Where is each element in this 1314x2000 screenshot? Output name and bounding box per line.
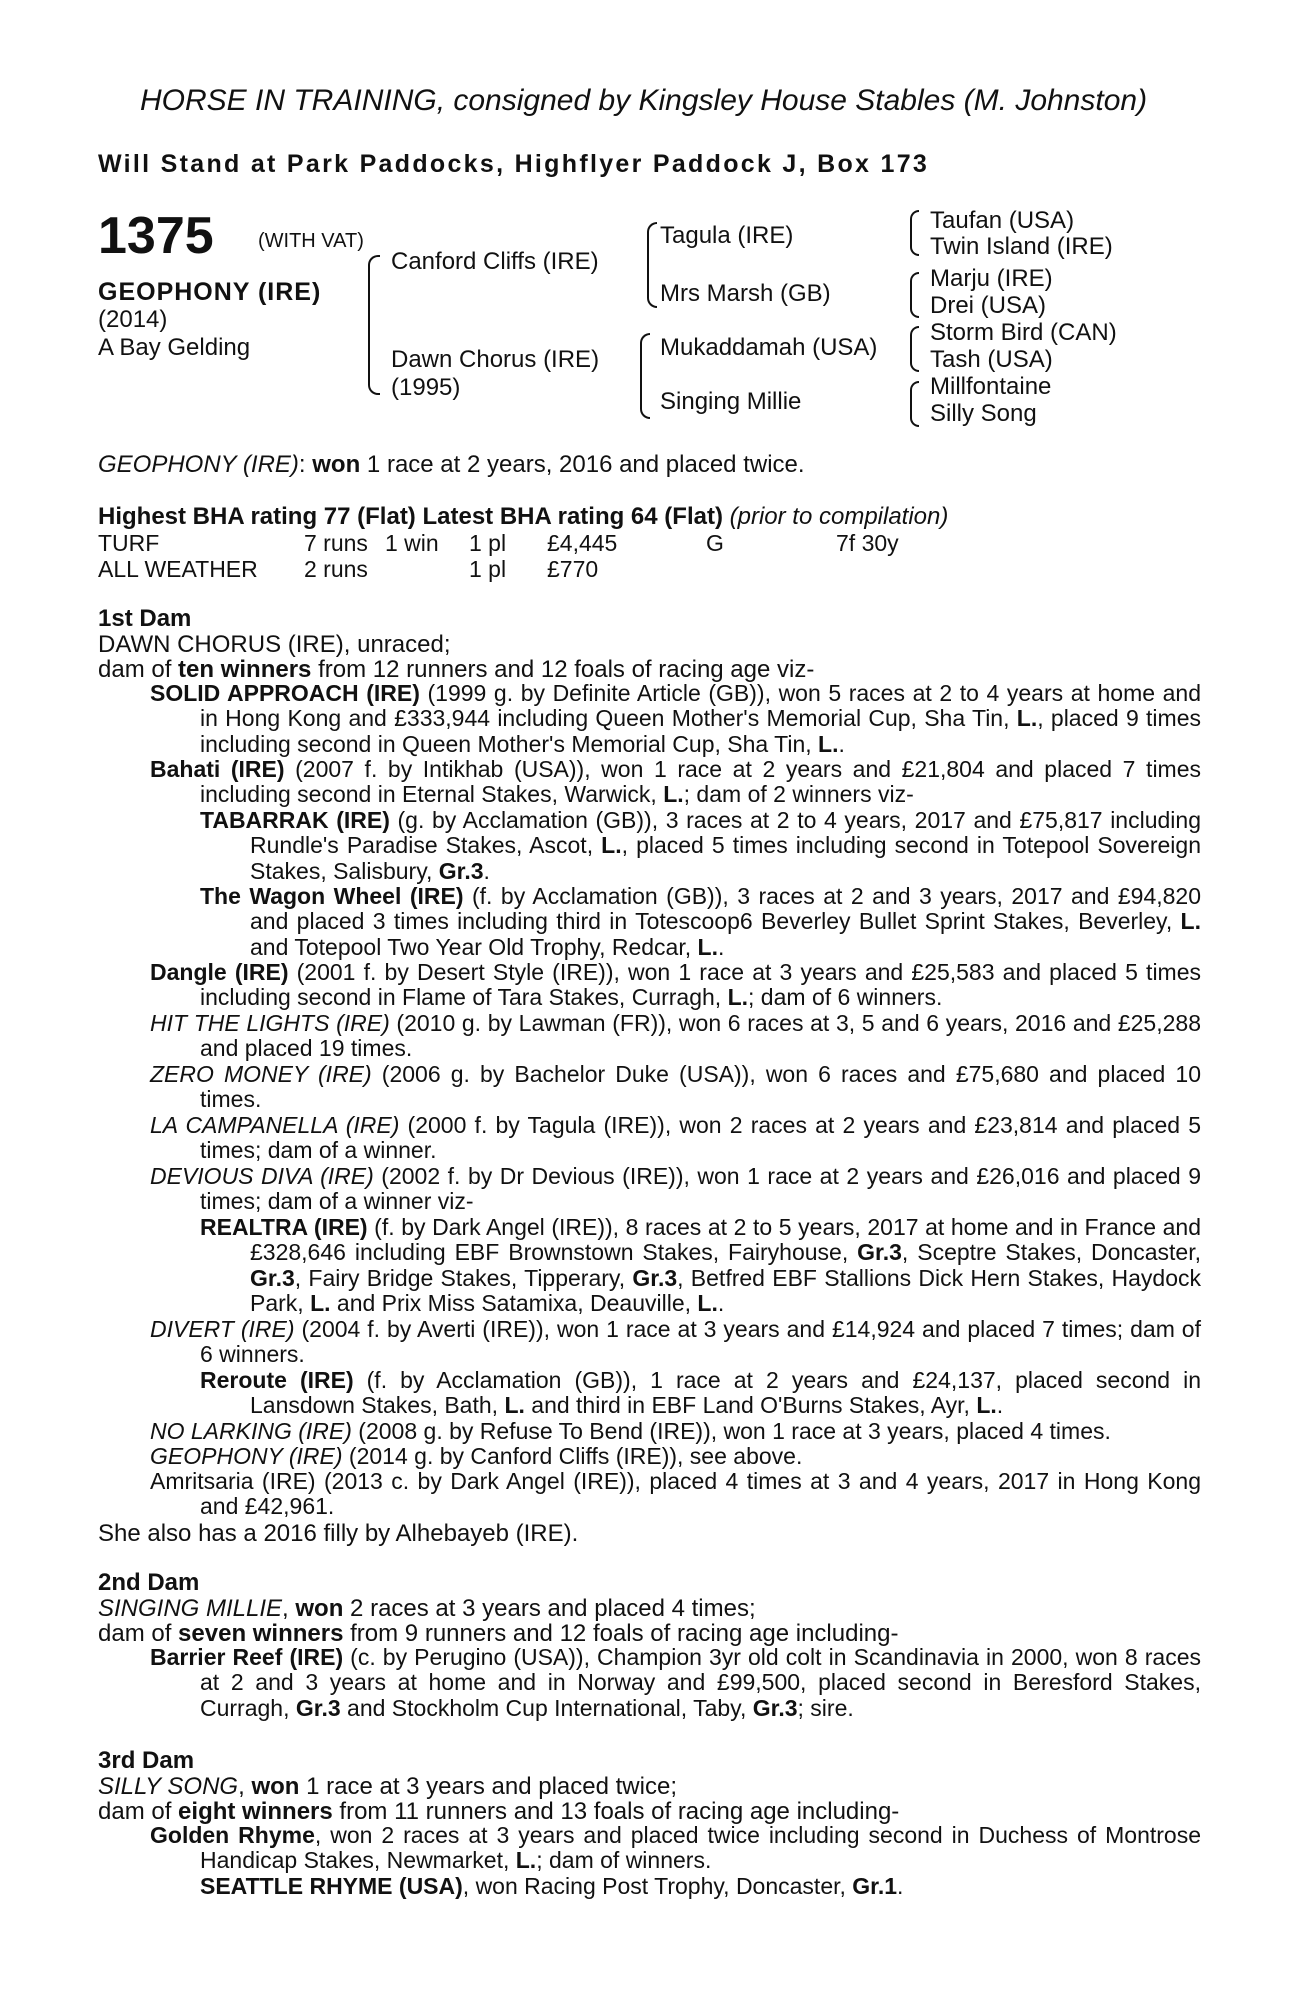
race-grade: L. — [663, 781, 684, 808]
entry-text: (2007 f. by Intikhab (USA)), won 1 race at 2 years and £21,804 and placed 7 times including second in Eternal Stakes, Warwick, — [200, 756, 1202, 808]
table-cell: ALL WEATHER — [98, 556, 258, 582]
entry-text: ; dam of 2 winners viz- — [683, 781, 914, 808]
third-dam-heading: 3rd Dam — [98, 1747, 195, 1774]
entry-text: ; dam of 6 winners. — [748, 984, 943, 1011]
entry-text: and Prix Miss Satamixa, Deauville, — [330, 1290, 698, 1317]
entry-text: (2010 g. by Lawman (FR)), won 6 races at 3, 5 and 6 years, 2016 and £25,288 and placed 19 times. — [200, 1010, 1201, 1062]
entry-hit-the-lights — [150, 1011, 1201, 1062]
sire-sire-dam: Twin Island (IRE) — [930, 233, 1113, 260]
entry-reroute — [200, 1368, 1201, 1419]
sire-sire: Tagula (IRE) — [660, 222, 794, 249]
text-span: from 12 runners and 12 foals of racing age viz- — [311, 656, 815, 683]
race-grade: L. — [697, 933, 718, 960]
race-grade: L. — [601, 832, 622, 859]
entry-name: LA CAMPANELLA (IRE) — [150, 1112, 400, 1138]
text-span: from 9 runners and 12 foals of racing age including- — [343, 1620, 899, 1647]
entry-text: , Sceptre Stakes, Doncaster, — [901, 1239, 1202, 1266]
race-grade: Gr.3 — [295, 1694, 341, 1721]
entry-text: (c. by Perugino (USA)), Champion 3yr old colt in Scandinavia in 2000, won 8 races at 2 and 3 years at home and in Norway and £99,500, placed second in Beresford Stakes, Curragh, — [200, 1644, 1201, 1721]
entry-text: . — [717, 1290, 725, 1317]
third-dam-line: SILLY SONG, won 1 race at 3 years and placed twice; — [98, 1773, 677, 1800]
race-grade: L. — [727, 984, 749, 1011]
table-cell: 1 pl — [469, 530, 507, 556]
table-cell: TURF — [98, 530, 160, 556]
ratings-heading-text: Highest BHA rating 77 (Flat) Latest BHA rating 64 (Flat) — [98, 503, 723, 530]
entry-text: Amritsaria (IRE) (2013 c. by Dark Angel (IRE)), placed 4 times at 3 and 4 years, 2017 in Hong Kong and £42,961. — [150, 1468, 1201, 1520]
sire-dam: Mrs Marsh (GB) — [660, 280, 831, 307]
text-span: 1 race at 3 years and placed twice; — [299, 1773, 677, 1800]
won-label: won — [251, 1773, 300, 1800]
entry-text: , won Racing Post Trophy, Doncaster, — [462, 1873, 853, 1899]
entry-name: Golden Rhyme — [150, 1822, 315, 1848]
dam-dam: Singing Millie — [660, 388, 802, 415]
sire-dam-sire: Marju (IRE) — [930, 265, 1053, 292]
ratings-heading — [98, 503, 948, 531]
table-cell: £4,445 — [547, 530, 618, 556]
dam-line-brace — [640, 333, 650, 419]
entry-realtra — [200, 1215, 1201, 1317]
stand-location: Will Stand at Park Paddocks, Highflyer Paddock J, Box 173 — [98, 150, 930, 178]
race-summary: GEOPHONY (IRE): won 1 race at 2 years, 2016 and placed twice. — [98, 451, 805, 478]
brace-3a — [910, 210, 919, 256]
lot-number: 1375 — [98, 207, 214, 265]
text-span: dam of — [98, 656, 179, 683]
entry-text: , won 2 races at 3 years and placed twice including second in Duchess of Montrose Handicap Stakes, Newmarket, — [200, 1822, 1201, 1874]
entry-zero-money — [150, 1062, 1201, 1113]
second-dam-heading: 2nd Dam — [98, 1569, 200, 1596]
text-span: from 11 runners and 13 foals of racing age including- — [332, 1798, 900, 1825]
race-grade: L. — [515, 1847, 537, 1874]
entry-text: (2002 f. by Dr Devious (IRE)), won 1 race at 2 years and £26,016 and placed 9 times; dam of a winner viz- — [200, 1163, 1201, 1215]
race-grade: Gr.3 — [632, 1264, 678, 1291]
entry-name: SOLID APPROACH (IRE) — [150, 680, 420, 706]
dam-dam-sire: Millfontaine — [930, 373, 1052, 400]
table-cell: 7f 30y — [836, 530, 899, 556]
entry-amritsaria — [150, 1469, 1201, 1520]
race-grade: Gr.3 — [438, 857, 484, 884]
race-grade: Gr.3 — [857, 1239, 902, 1266]
table-cell: 7 runs — [304, 530, 368, 556]
entry-text: and third in EBF Land O'Burns Stakes, Ayr, — [524, 1392, 977, 1419]
dam-name: SILLY SONG — [98, 1773, 239, 1800]
sire-dam-brace — [368, 255, 380, 395]
entry-barrier-reef — [150, 1645, 1201, 1721]
entry-geophony — [150, 1444, 1201, 1469]
entry-tabarrak — [200, 808, 1201, 884]
race-grade: L. — [1016, 705, 1038, 732]
entry-text: , Fairy Bridge Stakes, Tipperary, — [294, 1264, 633, 1291]
first-dam-heading: 1st Dam — [98, 605, 192, 632]
dam-dam-dam: Silly Song — [930, 400, 1037, 427]
entry-golden-rhyme — [150, 1823, 1201, 1874]
vat-note: (WITH VAT) — [258, 230, 364, 252]
entry-text: . — [996, 1392, 1004, 1419]
seven-winners: seven winners — [178, 1620, 344, 1647]
entry-text: . — [897, 1873, 904, 1899]
entry-no-larking — [150, 1419, 1201, 1444]
entry-text: ; dam of winners. — [536, 1847, 712, 1874]
second-dam-line: SINGING MILLIE, won 2 races at 3 years and placed 4 times; — [98, 1595, 756, 1622]
entry-name: Barrier Reef (IRE) — [150, 1644, 344, 1670]
entry-text: and Stockholm Cup International, Taby, — [340, 1694, 753, 1721]
race-grade: Gr.1 — [852, 1873, 898, 1899]
entry-text: (2001 f. by Desert Style (IRE)), won 1 race at 3 years and £25,583 and placed 5 times including second in Flame of Tara Stakes, Curragh, — [200, 959, 1201, 1011]
entry-text: (2004 f. by Averti (IRE)), won 1 race at 3 years and £14,924 and placed 7 times; dam of 6 winners. — [200, 1316, 1201, 1368]
table-cell: £770 — [547, 556, 599, 582]
table-cell: 1 pl — [469, 556, 507, 582]
sire-dam-dam: Drei (USA) — [930, 292, 1047, 319]
entry-text: (2008 g. by Refuse To Bend (IRE)), won 1 race at 3 years, placed 4 times. — [351, 1418, 1111, 1444]
first-dam-line: DAWN CHORUS (IRE), unraced; — [98, 631, 451, 658]
race-grade: L. — [697, 1290, 718, 1317]
race-grade: L. — [504, 1392, 525, 1419]
entry-name: TABARRAK (IRE) — [200, 807, 390, 833]
entry-name: DIVERT (IRE) — [150, 1316, 295, 1342]
entry-text: (2000 f. by Tagula (IRE)), won 2 races at 2 years and £23,814 and placed 5 times; dam of a winner. — [200, 1112, 1201, 1164]
entry-name: SEATTLE RHYME (USA) — [200, 1873, 463, 1899]
entry-text: . — [483, 857, 490, 884]
entry-devious-diva — [150, 1164, 1201, 1215]
brace-3d — [910, 381, 919, 427]
text-span: dam of — [98, 1798, 179, 1825]
entry-text: and Totepool Two Year Old Trophy, Redcar, — [250, 933, 698, 960]
won-label: won — [295, 1595, 344, 1622]
foaling-year: (2014) — [98, 306, 168, 333]
sire-sire-sire: Taufan (USA) — [930, 207, 1075, 234]
summary-text: 1 race at 2 years, 2016 and placed twice. — [360, 451, 805, 478]
entry-text: . — [838, 730, 845, 757]
race-grade: L. — [976, 1392, 997, 1419]
table-cell: 1 win — [385, 530, 439, 556]
also-has: She also has a 2016 filly by Alhebayeb (IRE). — [98, 1520, 579, 1547]
entry-divert — [150, 1317, 1201, 1368]
summary-horse-name: GEOPHONY (IRE) — [98, 451, 299, 478]
entry-text: ; sire. — [797, 1694, 854, 1721]
dam-sire-sire: Storm Bird (CAN) — [930, 319, 1117, 346]
entry-name: REALTRA (IRE) — [200, 1214, 368, 1240]
horse-description: A Bay Gelding — [98, 334, 251, 361]
entry-text: (2006 g. by Bachelor Duke (USA)), won 6 races and £75,680 and placed 10 times. — [200, 1061, 1201, 1113]
entry-text: , placed 9 times including second in Queen Mother's Memorial Cup, Sha Tin, — [200, 705, 1201, 757]
entry-bahati — [150, 757, 1201, 808]
entry-la-campanella — [150, 1113, 1201, 1164]
sire-line-brace — [647, 222, 657, 308]
entry-name: GEOPHONY (IRE) — [150, 1443, 343, 1469]
eight-winners: eight winners — [178, 1798, 333, 1825]
entry-name: NO LARKING (IRE) — [150, 1418, 352, 1444]
dam-sire-dam: Tash (USA) — [930, 346, 1053, 373]
entry-name: DEVIOUS DIVA (IRE) — [150, 1163, 374, 1189]
race-grade: L. — [1180, 908, 1201, 935]
summary-won: won — [312, 451, 361, 478]
dam: Dawn Chorus (IRE) — [391, 346, 600, 373]
race-grade: L. — [818, 730, 839, 757]
brace-3b — [910, 272, 919, 318]
text-span: 2 races at 3 years and placed 4 times; — [343, 1595, 756, 1622]
dam-sire: Mukaddamah (USA) — [660, 334, 878, 361]
horse-name: GEOPHONY (IRE) — [98, 278, 322, 306]
entry-text: , Betfred EBF Stallions Dick Hern Stakes, Haydock Park, — [250, 1264, 1202, 1317]
entry-name: The Wagon Wheel (IRE) — [200, 883, 464, 909]
sire: Canford Cliffs (IRE) — [391, 248, 599, 275]
entry-solid-approach — [150, 681, 1201, 757]
race-grade: L. — [310, 1290, 331, 1317]
entry-name: Bahati (IRE) — [150, 756, 285, 782]
page-header: HORSE IN TRAINING, consigned by Kingsley House Stables (M. Johnston) — [140, 84, 1148, 117]
entry-text: (2014 g. by Canford Cliffs (IRE)), see above. — [342, 1443, 803, 1469]
race-grade: Gr.3 — [250, 1264, 295, 1291]
text-span: dam of — [98, 1620, 179, 1647]
entry-text: (f. by Acclamation (GB)), 3 races at 2 and 3 years, 2017 and £94,820 and placed 3 times including third in Totescoop6 Beverley Bullet Sprint Stakes, Beverley, — [250, 883, 1201, 935]
race-grade: Gr.3 — [752, 1694, 798, 1721]
entry-name: Dangle (IRE) — [150, 959, 289, 985]
entry-text: (1999 g. by Definite Article (GB)), won 5 races at 2 to 4 years at home and in Hong Kong and £333,944 including Queen Mother's Memorial Cup, Sha Tin, — [200, 680, 1201, 732]
entry-wagon-wheel — [200, 884, 1201, 960]
ten-winners: ten winners — [178, 656, 312, 683]
brace-3c — [910, 326, 919, 372]
entry-text: (f. by Acclamation (GB)), 1 race at 2 years and £24,137, placed second in Lansdown Stakes, Bath, — [250, 1367, 1202, 1419]
entry-text: (g. by Acclamation (GB)), 3 races at 2 to 4 years, 2017 and £75,817 including Rundle's Paradise Stakes, Ascot, — [250, 807, 1201, 859]
entry-text: . — [717, 933, 725, 960]
entry-dangle — [150, 960, 1201, 1011]
entry-seattle-rhyme — [200, 1874, 1201, 1899]
entry-name: HIT THE LIGHTS (IRE) — [150, 1010, 390, 1036]
entry-name: ZERO MONEY (IRE) — [150, 1061, 372, 1087]
entry-name: Reroute (IRE) — [200, 1367, 354, 1393]
entry-text: (f. by Dark Angel (IRE)), 8 races at 2 to 5 years, 2017 at home and in France and £328,646 including EBF Brownstown Stakes, Fairyhouse, — [250, 1214, 1201, 1266]
entry-text: , placed 5 times including second in Totepool Sovereign Stakes, Salisbury, — [250, 832, 1201, 884]
dam-name: SINGING MILLIE — [98, 1595, 283, 1622]
ratings-note: (prior to compilation) — [729, 503, 949, 530]
table-cell: 2 runs — [304, 556, 368, 582]
dam-year: (1995) — [391, 374, 461, 401]
table-cell: G — [706, 530, 724, 556]
